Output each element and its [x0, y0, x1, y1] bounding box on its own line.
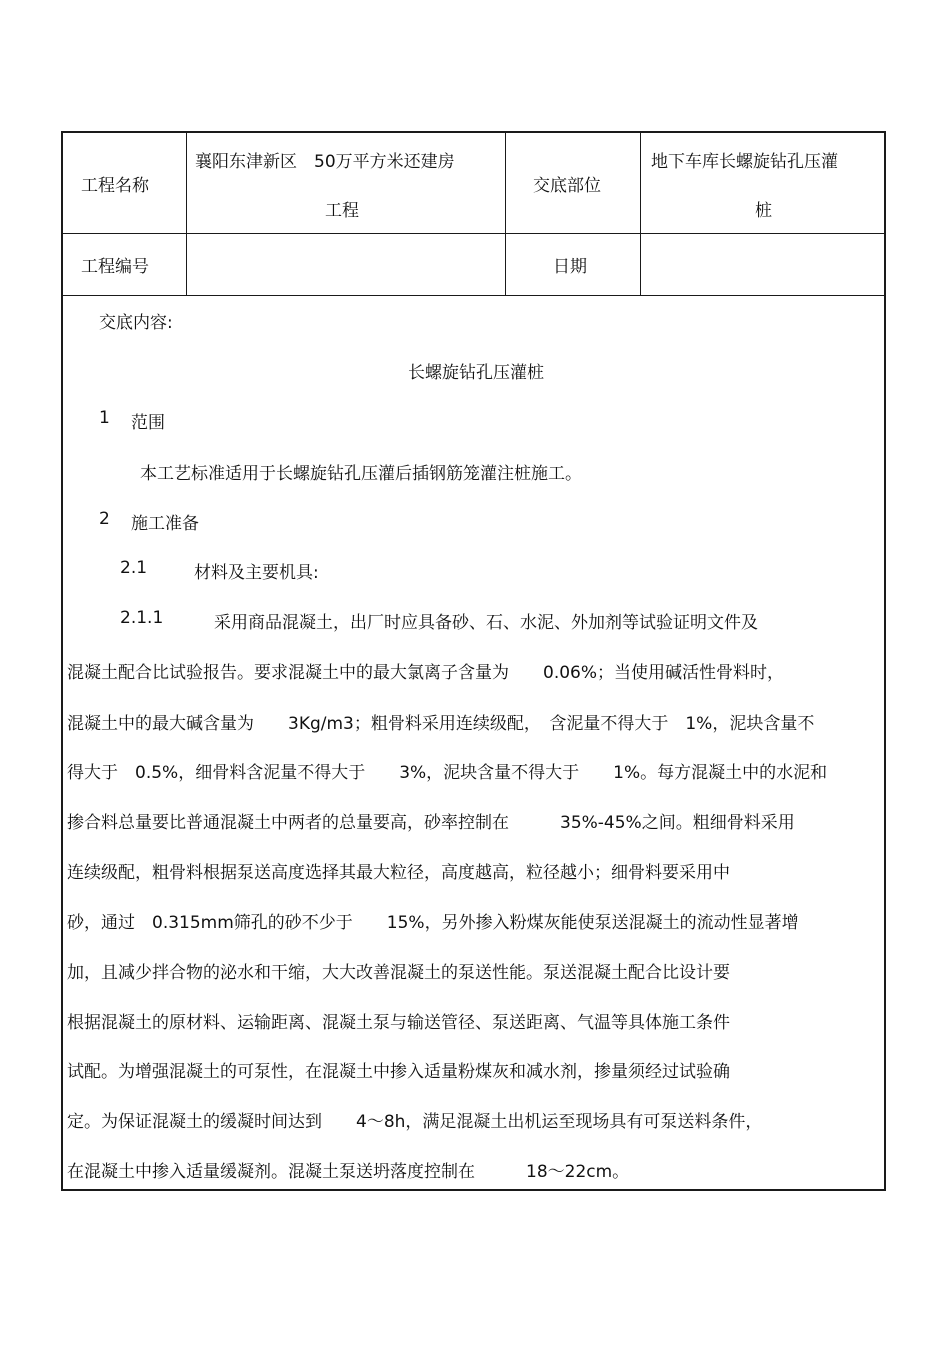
section1-number: 1: [99, 408, 110, 428]
section2-title: 施工准备: [131, 514, 199, 534]
date-label: 日期: [553, 257, 587, 277]
row-divider-2: [63, 295, 884, 296]
paragraph-line-8: 加，且减少拌合物的泌水和干缩，大大改善混凝土的泵送性能。泵送混凝土配合比设计要: [67, 963, 730, 983]
document-title: 长螺旋钻孔压灌桩: [408, 363, 544, 383]
paragraph-line-6: 连续级配，粗骨料根据泵送高度选择其最大粒径，高度越高，粒径越小；细骨料要采用中: [67, 863, 730, 883]
paragraph-line-11: 定。为保证混凝土的缓凝时间达到 4～8h，满足混凝土出机运至现场具有可泵送料条件，: [67, 1112, 763, 1132]
project-name-value-line1: 襄阳东津新区 50万平方米还建房: [195, 152, 455, 172]
subsection211-number: 2.1.1: [120, 608, 164, 628]
paragraph-line-3: 混凝土中的最大碱含量为 3Kg/m3；粗骨料采用连续级配， 含泥量不得大于 1%，泥块含量不: [67, 714, 815, 734]
paragraph-line-7: 砂，通过 0.315mm筛孔的砂不少于 15%，另外掺入粉煤灰能使泵送混凝土的流动性显著增: [67, 913, 799, 933]
location-value-line1: 地下车库长螺旋钻孔压灌: [651, 152, 838, 172]
col-divider-2: [505, 133, 506, 295]
section1-title: 范围: [131, 413, 165, 433]
paragraph-line-9: 根据混凝土的原材料、运输距离、混凝土泵与输送管径、泵送距离、气温等具体施工条件: [67, 1013, 730, 1033]
location-label: 交底部位: [533, 176, 601, 196]
project-name-label: 工程名称: [81, 176, 149, 196]
project-name-value-line2: 工程: [325, 201, 359, 221]
paragraph-line-12: 在混凝土中掺入适量缓凝剂。混凝土泵送坍落度控制在 18～22cm。: [67, 1162, 630, 1182]
intro-label: 交底内容:: [99, 313, 173, 333]
paragraph-line-4: 得大于 0.5%，细骨料含泥量不得大于 3%，泥块含量不得大于 1%。每方混凝土中的水泥和: [67, 763, 828, 783]
subsection21-title: 材料及主要机具:: [194, 563, 319, 583]
col-divider-1: [186, 133, 187, 295]
col-divider-3: [640, 133, 641, 295]
paragraph-line-10: 试配。为增强混凝土的可泵性，在混凝土中掺入适量粉煤灰和减水剂，掺量须经过试验确: [67, 1062, 730, 1082]
project-no-label: 工程编号: [81, 257, 149, 277]
subsection21-number: 2.1: [120, 558, 148, 578]
paragraph-line-2: 混凝土配合比试验报告。要求混凝土中的最大氯离子含量为 0.06%；当使用碱活性骨料时，: [67, 663, 785, 683]
paragraph-line-1: 采用商品混凝土，出厂时应具备砂、石、水泥、外加剂等试验证明文件及: [214, 613, 758, 633]
paragraph-line-5: 掺合料总量要比普通混凝土中两者的总量要高，砂率控制在 35%-45%之间。粗细骨料采用: [67, 813, 795, 833]
section2-number: 2: [99, 509, 110, 529]
location-value-line2: 桩: [755, 201, 772, 221]
section1-text: 本工艺标准适用于长螺旋钻孔压灌后插钢筋笼灌注桩施工。: [140, 464, 582, 484]
